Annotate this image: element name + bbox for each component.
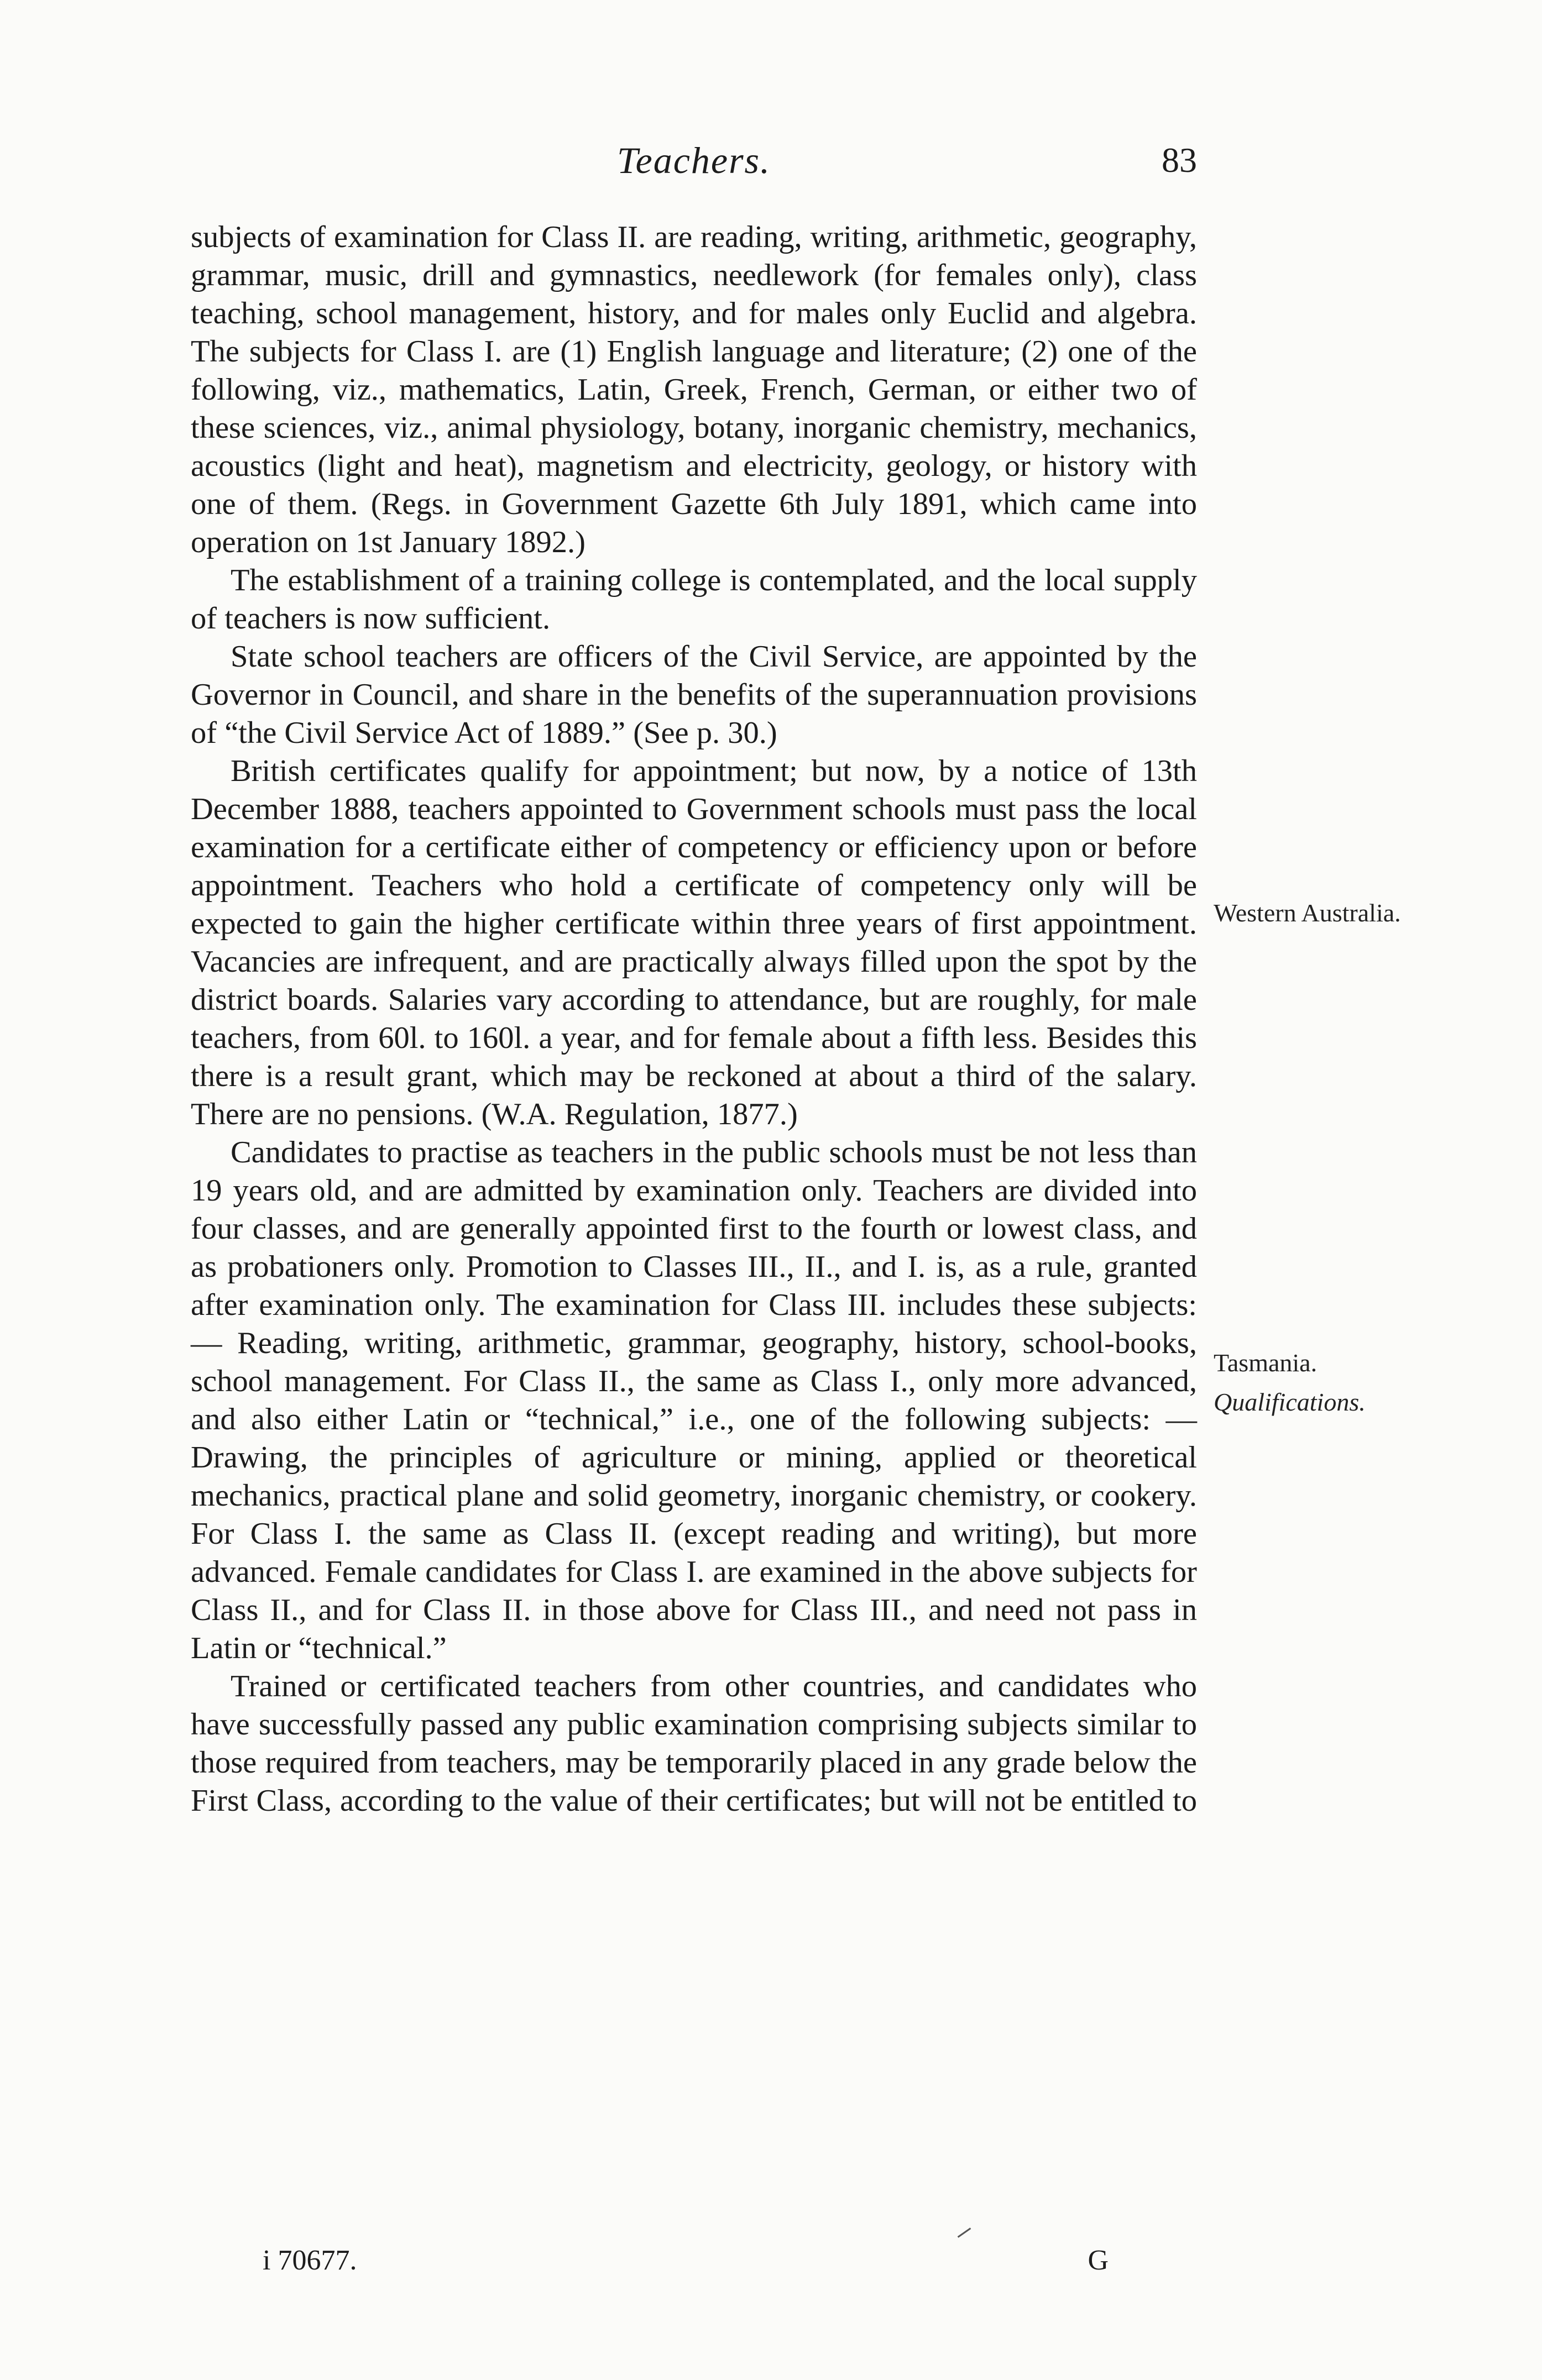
- paragraph-trained-teachers: Trained or certificated teachers from other countries, and candidates who have successfully passed any public examination comprising subjects similar to those required from teachers, may be temporarily placed in any grade below the First Class, according to the value of their certificates; but will not be entitled to: [191, 1669, 1197, 1818]
- ink-mark: [958, 2227, 971, 2238]
- paragraph-tasmania-candidates: Candidates to practise as teachers in the public schools must be not less than 19 years old, and are admitted by examination only. Teachers are divided into four classes, and are generally appointed first to the fourth or lowest class, and as probationers only. Promotion to Classes III., II., and I. is, as a rule, granted after examination only. The examination for Class III. includes these subjects: — Reading, writing, arithmetic, grammar, geography, history, school-books, school management. For Class II., the same as Class I., only more advanced, and also either Latin or “technical,” i.e., one of the following subjects: — Drawing, the principles of agriculture or mining, applied or theoretical mechanics, practical plane and solid geometry, inorganic chemistry, or cookery. For Class I. the same as Class II. (except reading and writing), but more advanced. Female candidates for Class I. are examined in the above subjects for Class II., and for Class II. in those above for Class III., and need not pass in Latin or “technical.”: [191, 1135, 1197, 1665]
- paragraph-western-australia: British certificates qualify for appointment; but now, by a notice of 13th December 1888, teachers appointed to Government schools must pass the local examination for a certificate either of competency or efficiency upon or before appointment. Teachers who hold a certificate of competency only will be expected to gain the higher certificate within three years of first appointment. Vacancies are infrequent, and are practically always filled upon the spot by the district boards. Salaries vary according to attendance, but are roughly, for male teachers, from 60l. to 160l. a year, and for female about a fifth less. Besides this there is a result grant, which may be reckoned at about a third of the salary. There are no pensions. (W.A. Regulation, 1877.): [191, 754, 1197, 1131]
- body-text: [191, 218, 1197, 1820]
- running-head: Teachers.: [616, 139, 771, 181]
- page-header: [191, 130, 1197, 191]
- side-note-western-australia: Western Australia.: [1214, 899, 1401, 927]
- sheet-mark: i 70677.: [263, 2245, 357, 2276]
- side-note-tasmania: Tasmania.: [1214, 1349, 1318, 1377]
- side-note-qualifications: Qualifications.: [1214, 1388, 1366, 1416]
- signature-mark: G: [1088, 2245, 1109, 2276]
- paragraph-training-college: The establishment of a training college is contemplated, and the local supply of teachers is now sufficient.: [191, 563, 1197, 636]
- page-footer: [191, 2239, 1197, 2283]
- paragraph-class-subjects: subjects of examination for Class II. are reading, writing, arithmetic, geography, grammar, music, drill and gymnastics, needlework (for females only), class teaching, school management, history, and for males only Euclid and algebra. The subjects for Class I. are (1) English language and literature; (2) one of the following, viz., mathematics, Latin, Greek, French, German, or either two of these sciences, viz., animal physiology, botany, inorganic chemistry, mechanics, acoustics (light and heat), magnetism and electricity, geology, or history with one of them. (Regs. in Government Gazette 6th July 1891, which came into operation on 1st January 1892.): [191, 220, 1197, 559]
- paragraph-civil-service: State school teachers are officers of the Civil Service, are appointed by the Governor in Council, and share in the benefits of the superannuation provisions of “the Civil Service Act of 1889.” (See p. 30.): [191, 639, 1197, 750]
- page-number: 83: [1162, 140, 1197, 180]
